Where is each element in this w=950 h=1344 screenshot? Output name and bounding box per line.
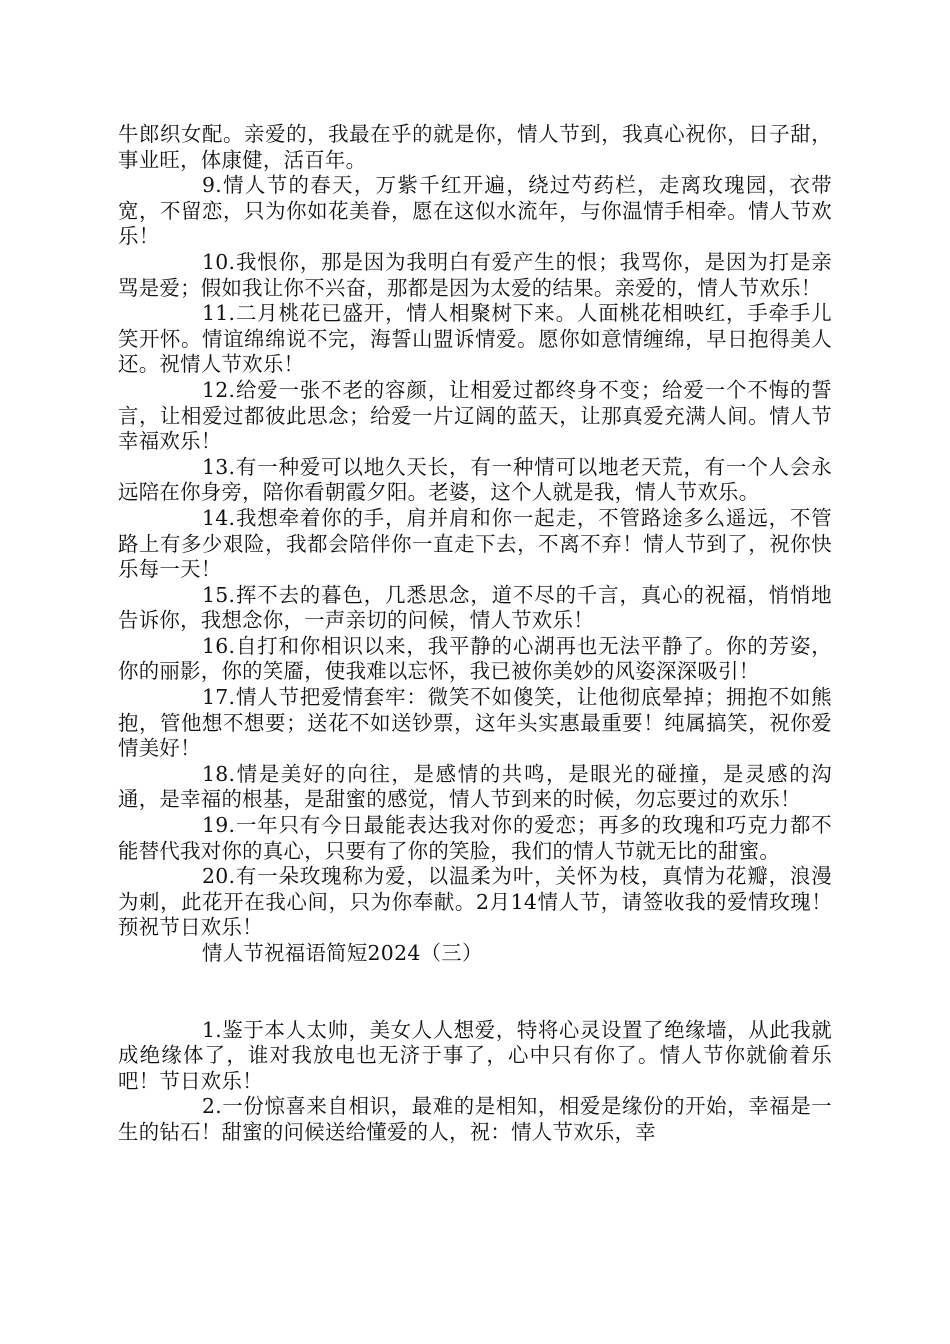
paragraph-item-12: 12.给爱一张不老的容颜，让相爱过都终身不变；给爱一个不悔的誓言，让相爱过都彼此思念；给爱一片辽阔的蓝天，让那真爱充满人间。情人节幸福欢乐！: [118, 377, 832, 454]
paragraph-item-15: 15.挥不去的暮色，几悉思念，道不尽的千言，真心的祝福，悄悄地告诉你，我想念你，一声亲切的问候，情人节欢乐！: [118, 582, 832, 633]
paragraph-item-11: 11.二月桃花已盛开，情人相聚树下来。人面桃花相映红，手牵手儿笑开怀。情谊绵绵说不完，海誓山盟诉情爱。愿你如意情缠绵，早日抱得美人还。祝情人节欢乐！: [118, 301, 832, 377]
paragraph-item-18: 18.情是美好的向往，是感情的共鸣，是眼光的碰撞，是灵感的沟通，是幸福的根基，是甜蜜的感觉，情人节到来的时候，勿忘要过的欢乐！: [118, 761, 832, 812]
paragraph-item-1: 1.鉴于本人太帅，美女人人想爱，特将心灵设置了绝缘墙，从此我就成绝缘体了，谁对我放电也无济于事了，心中只有你了。情人节你就偷着乐吧！节日欢乐！: [118, 1017, 832, 1093]
paragraph-item-9: 9.情人节的春天，万紫千红开遍，绕过芍药栏，走离玫瑰园，衣带宽，不留恋，只为你如花美眷，愿在这似水流年，与你温情手相牵。情人节欢乐！: [118, 173, 832, 249]
paragraph-continuation: 牛郎织女配。亲爱的，我最在乎的就是你，情人节到，我真心祝你，日子甜，事业旺，体康健，活百年。: [118, 122, 832, 172]
paragraph-item-16: 16.自打和你相识以来，我平静的心湖再也无法平静了。你的芳姿，你的丽影，你的笑靥，使我难以忘怀，我已被你美妙的风姿深深吸引！: [118, 633, 832, 684]
paragraph-item-13: 13.有一种爱可以地久天长，有一种情可以地老天荒，有一个人会永远陪在你身旁，陪你看朝霞夕阳。老婆，这个人就是我，情人节欢乐。: [118, 454, 832, 505]
document-body: [118, 122, 832, 1146]
blank-line: [118, 967, 832, 1018]
paragraph-item-17: 17.情人节把爱情套牢：微笑不如傻笑，让他彻底晕掉；拥抱不如熊抱，管他想不想要；送花不如送钞票，这年头实惠最重要！纯属搞笑，祝你爱情美好！: [118, 685, 832, 761]
paragraph-item-14: 14.我想牵着你的手，肩并肩和你一起走，不管路途多么遥远，不管路上有多少艰险，我都会陪伴你一直走下去，不离不弃！情人节到了，祝你快乐每一天！: [118, 505, 832, 582]
paragraph-item-10: 10.我恨你，那是因为我明白有爱产生的恨；我骂你，是因为打是亲骂是爱；假如我让你不兴奋，那都是因为太爱的结果。亲爱的，情人节欢乐！: [118, 249, 832, 300]
paragraph-item-2: 2.一份惊喜来自相识，最难的是相知，相爱是缘份的开始，幸福是一生的钻石！甜蜜的问候送给懂爱的人，祝：情人节欢乐，幸: [118, 1094, 832, 1144]
paragraph-item-19: 19.一年只有今日最能表达我对你的爱恋；再多的玫瑰和巧克力都不能替代我对你的真心，只要有了你的笑脸，我们的情人节就无比的甜蜜。: [118, 813, 832, 863]
section-heading: 情人节祝福语简短2024（三）: [202, 941, 483, 965]
paragraph-item-20: 20.有一朵玫瑰称为爱，以温柔为叶，关怀为枝，真情为花瓣，浪漫为刺，此花开在我心间，只为你奉献。2月14情人节，请签收我的爱情玫瑰！预祝节日欢乐！: [118, 864, 832, 940]
